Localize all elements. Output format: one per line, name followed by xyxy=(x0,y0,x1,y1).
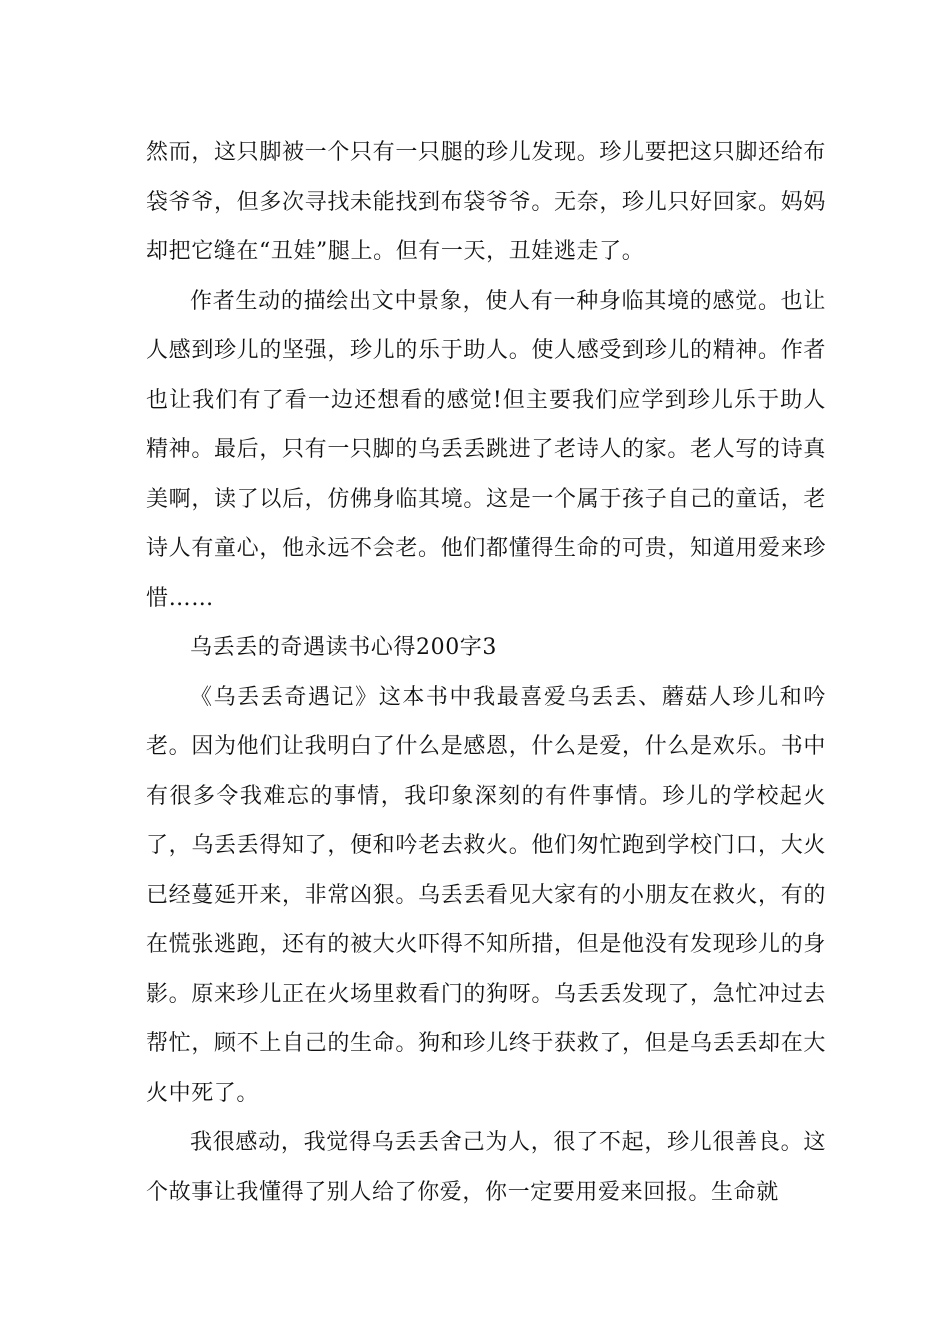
paragraph-continuation: 然而，这只脚被一个只有一只腿的珍儿发现。珍儿要把这只脚还给布袋爷爷，但多次寻找未能找到布袋爷爷。无奈，珍儿只好回家。妈妈却把它缝在“丑娃”腿上。但有一天，丑娃逃走了。 xyxy=(146,140,826,264)
section-heading: 乌丢丢的奇遇读书心得200字3 xyxy=(190,635,497,660)
paragraph-reflection: 我很感动，我觉得乌丢丢舍己为人，很了不起，珍儿很善良。这个故事让我懂得了别人给了你爱，你一定要用爱来回报。生命就 xyxy=(146,1130,826,1205)
paragraph-favorite-characters: 《乌丢丢奇遇记》这本书中我最喜爱乌丢丢、蘑菇人珍儿和吟老。因为他们让我明白了什么是感恩，什么是爱，什么是欢乐。书中有很多令我难忘的事情，我印象深刻的有件事情。珍儿的学校起火了，乌丢丢得知了，便和吟老去救火。他们匆忙跑到学校门口，大火已经蔓延开来，非常凶狠。乌丢丢看见大家有的小朋友在救火，有的在慌张逃跑，还有的被大火吓得不知所措，但是他没有发现珍儿的身影。原来珍儿正在火场里救看门的狗呀。乌丢丢发现了，急忙冲过去帮忙，顾不上自己的生命。狗和珍儿终于获救了，但是乌丢丢却在大火中死了。 xyxy=(146,684,826,1106)
paragraph-author-commentary: 作者生动的描绘出文中景象，使人有一种身临其境的感觉。也让人感到珍儿的坚强，珍儿的乐于助人。使人感受到珍儿的精神。作者也让我们有了看一边还想看的感觉!但主要我们应学到珍儿乐于助人精神。最后，只有一只脚的乌丢丢跳进了老诗人的家。老人写的诗真美啊，读了以后，仿佛身临其境。这是一个属于孩子自己的童话，老诗人有童心，他永远不会老。他们都懂得生命的可贵，知道用爱来珍惜…… xyxy=(146,288,826,611)
document-body xyxy=(146,128,826,1217)
